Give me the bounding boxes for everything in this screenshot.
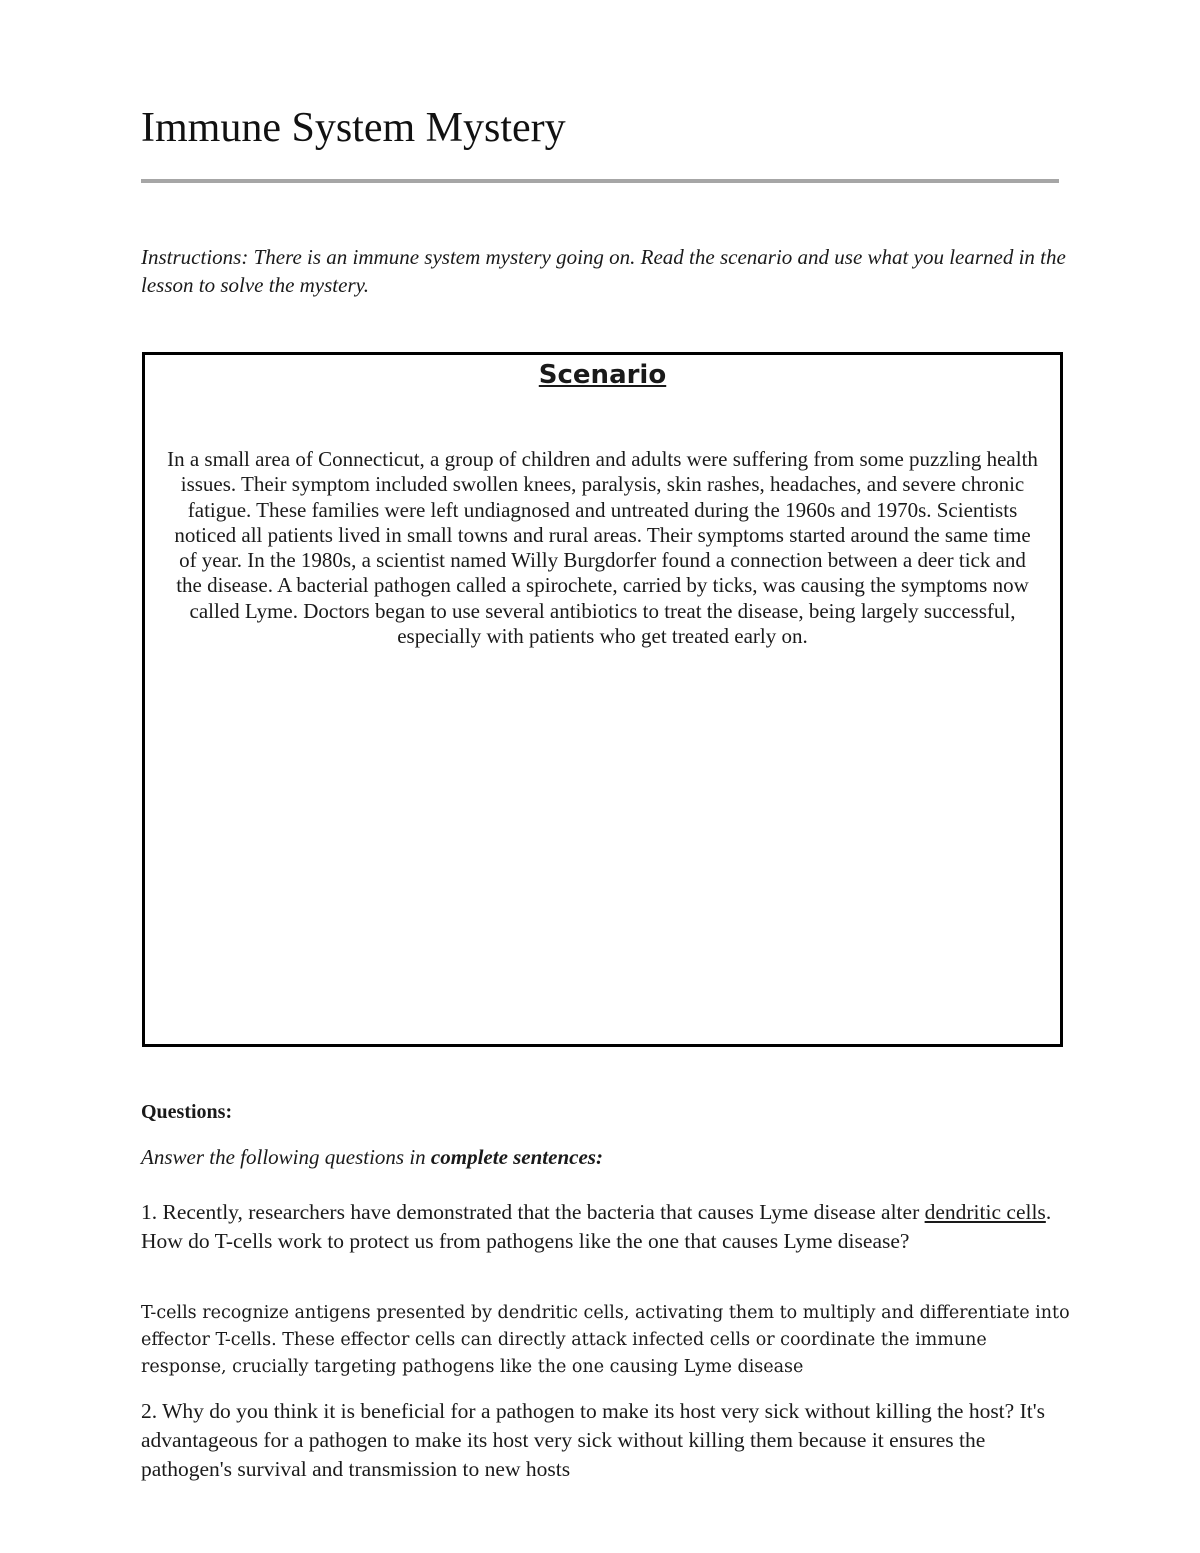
question-1: [141, 1198, 1061, 1256]
questions-instruction-prefix: Answer the following questions in: [141, 1145, 431, 1169]
document-title: Immune System Mystery: [141, 105, 566, 151]
question-1-before: 1. Recently, researchers have demonstrated that the bacteria that causes Lyme disease alter: [141, 1200, 925, 1224]
questions-label: Questions:: [141, 1101, 233, 1123]
questions-instruction: [141, 1143, 603, 1171]
question-1-after: . How do T-cells work to protect us from pathogens like the one that causes Lyme disease?: [141, 1200, 1052, 1253]
scenario-box: [142, 352, 1063, 1047]
question-2: 2. Why do you think it is beneficial for a pathogen to make its host very sick without killing the host? It's advantageous for a pathogen to make its host very sick without killing them because it ensures the pathogen's survival and transmission to new hosts: [141, 1399, 1045, 1481]
questions-instruction-emphasis: complete sentences:: [430, 1145, 603, 1169]
instructions-text: Instructions: There is an immune system mystery going on. Read the scenario and use what you learned in the lesson to solve the mystery.: [141, 245, 1066, 297]
scenario-text: In a small area of Connecticut, a group of children and adults were suffering from some puzzling health issues. Their symptom included swollen knees, paralysis, skin rashes, headaches, and severe chronic fatigue. These families were left undiagnosed and untreated during the 1960s and 1970s. Scientists noticed all patients lived in small towns and rural areas. Their symptoms started around the same time of year. In the 1980s, a scientist named Willy Burgdorfer found a connection between a deer tick and the disease. A bacterial pathogen called a spirochete, carried by ticks, was causing the symptoms now called Lyme. Doctors began to use several antibiotics to treat the disease, being largely successful, especially with patients who get treated early on.: [167, 447, 1038, 649]
title-divider: [141, 179, 1059, 183]
scenario-heading: Scenario: [538, 360, 667, 390]
answer-1: T-cells recognize antigens presented by dendritic cells, activating them to multiply and differentiate into effector T-cells. These effector cells can directly attack infected cells or coordinate the immune response, crucially targeting pathogens like the one causing Lyme disease: [141, 1303, 1070, 1377]
question-1-underlined-term: dendritic cells: [924, 1200, 1046, 1224]
